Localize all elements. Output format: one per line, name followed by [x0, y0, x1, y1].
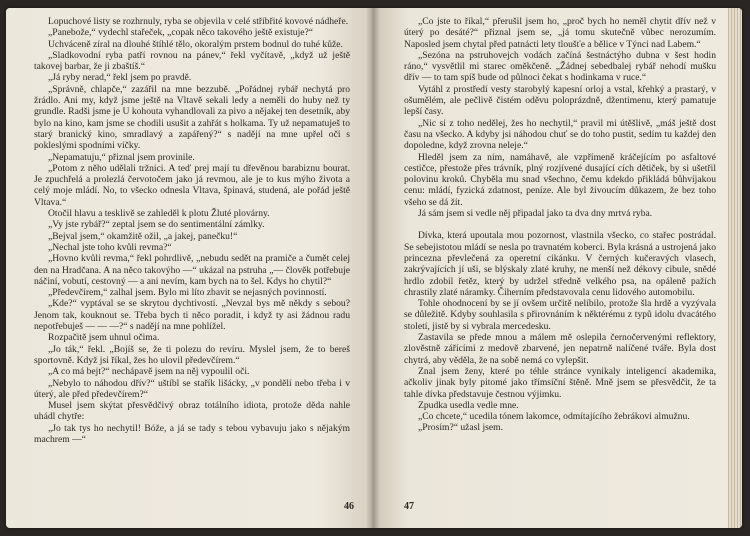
book-gutter — [366, 8, 380, 528]
paragraph: „Prosím?“ užasl jsem. — [418, 422, 503, 434]
paragraph: Zastavila se přede mnou a málem mě oslepila černočervenými reflektory, zlověstně zářícími z medově zbarvené, jen nepatrně nalíčené tváře. Byla dost chytrá, aby věděla, že na sobě nemá co vylepšit. — [404, 332, 716, 366]
paragraph: „Nebylo to náhodou dřív?“ uštíbl se stařík lišácky, „v pondělí nebo třeba i v úterý, ale před předevčírem?“ — [34, 377, 350, 400]
paragraph: Vytáhl z prostředí vesty starobylý kapesní orloj a vstal, křehký a prastarý, v ošumělém, ale pečlivě čistém oděvu poloprázdně, džentimenu, který pamatuje lepší časy. — [404, 83, 716, 118]
paragraph: „Já ryby nerad,“ řekl jsem po pravdě. — [48, 72, 192, 84]
right-page-text — [404, 16, 716, 434]
paragraph: Já sám jsem si vedle něj připadal jako ta dva dny mrtvá ryba. — [418, 208, 653, 220]
left-page-text — [34, 16, 350, 445]
paragraph: Dívka, která upoutala mou pozornost, vlastnila všecko, co stařec postrádal. Se sebejistotou mládí se nesla po travnatém koberci. Byla krásná a ustrojená jako princezna převlečená za operetní cikánku. V černých kučeravých vlasech, zakrývajících jí uši, se blýskaly zlaté kruhy, ne menší než dékovy cibule, snědé hrdlo zdobil řetěz, který by udržel středně velkého psa, na opáleně pažích chrastily zlaté náramky. Čiherním představovala cenu lidového automobilu. — [404, 230, 716, 298]
paragraph: Tohle ohodnocení by se jí ovšem určitě nelíbilo, protože šla hrdě a vyzývala se důležitě. Kdyby souhlasila s přirovnáním k něktérému z typů idolu dvacátého století, jistě by si vybrala mercedesku. — [404, 298, 716, 332]
page-number: 46 — [344, 501, 354, 512]
paragraph: Musel jsem skýtat přesvědčivý obraz totálního idiota, protože děda nahle uhádl chytře: — [34, 400, 350, 423]
paragraph: „Co chcete,“ ucedila tónem lakomce, odmítajícího žebrákovi almužnu. — [418, 411, 690, 423]
paragraph: „Bejval jsem,“ okamžitě ožil, „a jakej, panečku!“ — [48, 230, 238, 242]
page-number: 47 — [404, 501, 414, 512]
paragraph: „Nepamatuju,“ přiznal jsem provinile. — [48, 151, 195, 163]
paragraph: Uchváceně zíral na dlouhé štíhlé tělo, okoralým prstem bodnul do tuhé kůže. — [48, 38, 343, 50]
paragraph: „Správně, chlapče,“ zazářil na mne bezzubě. „Pořádnej rybář nechytá pro žrádlo. Ani my, když jsme ještě na Vltavě sekali ledy a neměli do huby než ty grundle. Radši jsme je U kohouta vyhandlovali za pivo a nějakej ten desetník, aby bylo na kino, kam jsme se chodili usušit a zahřát s holkama. Ty už nepamatuješ to starý branický kino, smradlavý a zapářený?“ s nadějí na mne upřel oči s pokleslými spodními víčky. — [34, 83, 350, 152]
paragraph: „Jo tak tys ho nechytil! Bóže, a já se tady s tebou vybavuju jako s nějakým machrem —“ — [34, 422, 350, 445]
paragraph: „Kde?“ vyptával se se skrytou dychtivostí. „Nevzal bys mě někdy s sebou? Jenom tak, kouknout se. Třeba bych ti něco poradit, i když ty asi žádnou radu nepotřebuješ — — —?“ s nadějí na mne pohlížel. — [34, 298, 350, 333]
paragraph: „Co jste to říkal,“ přerušil jsem ho, „proč bych ho neměl chytit dřív než v úterý po desáté?“ přiznal jsem se, „já tomu skutečně vůbec nerozumím. Naposled jsem chytal před patnácti lety tloušťe a bělice v Týnci nad Labem.“ — [404, 16, 716, 50]
paragraph: „A co má bejt?“ nechápavě jsem na něj vypoulil oči. — [48, 366, 250, 378]
paragraph: Zpudka usedla vedle mne. — [418, 399, 519, 411]
paragraph: „Nic si z toho nedělej, žes ho nechytil,“ pravil mi útěšlivě, „máš ještě dost času na všecko. A kdyby jsi náhodou chuť se do toho pustit, sedím tu každej den dopoledne, když zrovna neleje.“ — [404, 117, 716, 152]
paragraph: „Vy jste rybář?“ zeptal jsem se do sentimentální zámlky. — [48, 219, 265, 231]
paragraph: „Hovno kvůli revma,“ řekl pohrdlivě, „nebudu sedět na pramiče a čumět celej den na Hradčana. A na něco takovýho —“ ukázal na pstruha „— člověk potřebuje náčiní, vobutí, cestovný — a ani nevím, kam bych na to šel. Kdys ho chytil?“ — [34, 253, 350, 287]
paragraph: „Sladkovodní ryba patří rovnou na pánev,“ řekl vyčítavě, „když už ještě takovej barbar, že ji zbaštíš.“ — [34, 49, 350, 73]
paragraph: „Předevčírem,“ zalhal jsem. Bylo mi líto zbavit se nejasných povinností. — [48, 287, 327, 299]
left-page — [6, 8, 372, 528]
paragraph: Lopuchové listy se rozhrnuly, ryba se objevila v celé stříbřité kovové nádheře. — [48, 16, 349, 27]
paragraph: „Potom z něho udělali tržnici. A teď prej mají tu dřevěnou barabiznu bourat. Je zpuchřelá a prolezlá červotočem jako já revmou, ale je to kus mýho života a celý moje mládí. No, to všecko odnesla Vltava, špinavá, studená, ale pořád ještě Vltava.“ — [34, 162, 350, 208]
right-page — [372, 8, 742, 528]
page-edges — [728, 8, 742, 528]
paragraph: „Panebože,“ vydechl stařeček, „copak něco takového ještě existuje?“ — [48, 27, 314, 39]
paragraph: „Jo ták,“ řekl. „Bojíš se, že ti polezu do revíru. Myslel jsem, že to bereš sportovně. Když jsi říkal, žes ho ulovil předevčírem.“ — [34, 343, 350, 366]
paragraph: „Nechal jste toho kvůli revma?“ — [48, 241, 172, 253]
book-spread — [6, 8, 742, 528]
paragraph: „Sezóna na pstruhovejch vodách začíná šestnáctýho dubna v šest hodin ráno,“ vysvětlil mi starec oměkčeně. „Žádnej sebedbalej rybář nehodí mušku dřív — to tam spíš bude od půlnoci čekat s hodinkama v ruce.“ — [404, 49, 716, 84]
paragraph: Hleděl jsem za ním, namáhavě, ale vzpřímeně kráčejícím po asfaltové cestičce, přestože přes trávník, plný rozjívené dusající cích dětiček, by si ušetřil polovinu kroků. Chyběla mu snad všechno, čemu kdekdo přikládá bůhvíjakou cenu: mládí, fyzická zdatnost, peníze. Ale byl živoucím důkazem, že bez toho všeho se dá žít. — [404, 151, 716, 208]
paragraph: Otočil hlavu a tesklivě se zahleděl k plotu Žluté plovárny. — [48, 208, 270, 220]
paragraph: Rozpačitě jsem uhnul očima. — [48, 332, 160, 344]
paragraph: Znal jsem ženy, které po téhle stránce vynikaly inteligencí akademika, ačkoliv jinak byly pitomé jako třímsíční štěně. Mně jsem se přesvědčit, že ta tahle dívka představuje čestnou výjimku. — [404, 365, 716, 400]
